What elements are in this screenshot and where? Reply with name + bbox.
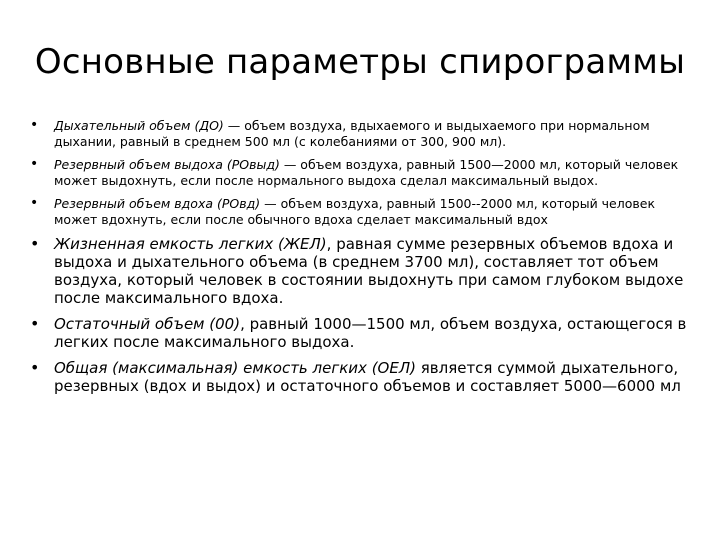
term-description: — объем воздуха, равный 1500--2000 мл, который человек может вдохнуть, если после обычного вдоха сделает максимальный вдох [54,196,655,227]
term-label: Остаточный объем (00) [54,315,241,333]
term-description: , равная сумме резервных объемов вдоха и выдоха и дыхательного объема (в среднем 3700 мл), составляет тот объем воздуха, который человек в состоянии выдохнуть при самом глубоком выдохе после максимального вдоха. [54,235,684,307]
list-item-inspiratory-reserve [30,196,690,227]
list-item-expiratory-reserve [30,157,690,188]
term-label: Общая (максимальная) емкость легких (ОЕЛ) [54,359,416,377]
slide-title: Основные параметры спирограммы [34,42,686,82]
term-label: Резервный объем выдоха (РОвыд) [54,157,280,172]
list-item-total-lung-capacity [30,359,690,395]
term-description: — объем воздуха, вдыхаемого и выдыхаемого при нормальном дыхании, равный в среднем 500 мл (с колебаниями от 300, 900 мл). [54,118,650,149]
bullet-icon: • [30,234,40,253]
bullet-icon: • [30,314,40,333]
bullet-icon: • [30,156,39,172]
list-item-vital-capacity [30,235,690,307]
term-label: Резервный объем вдоха (РОвд) [54,196,261,211]
term-description: является суммой дыхательного, резервных (вдох и выдох) и остаточного объемов и составляет 5000—6000 мл [54,359,681,395]
term-description: — объем воздуха, равный 1500—2000 мл, который человек может выдохнуть, если после нормального выдоха сделал максимальный выдох. [54,157,679,188]
list-item-tidal-volume [30,118,690,149]
list-item-residual-volume [30,315,690,351]
term-label: Жизненная емкость легких (ЖЕЛ) [54,235,327,253]
term-description: , равный 1000—1500 мл, объем воздуха, остающегося в легких после максимального выдоха. [54,315,687,351]
bullet-icon: • [30,195,39,211]
term-label: Дыхательный объем (ДО) [54,118,224,133]
bullet-list [30,118,690,403]
bullet-icon: • [30,117,39,133]
bullet-icon: • [30,358,40,377]
